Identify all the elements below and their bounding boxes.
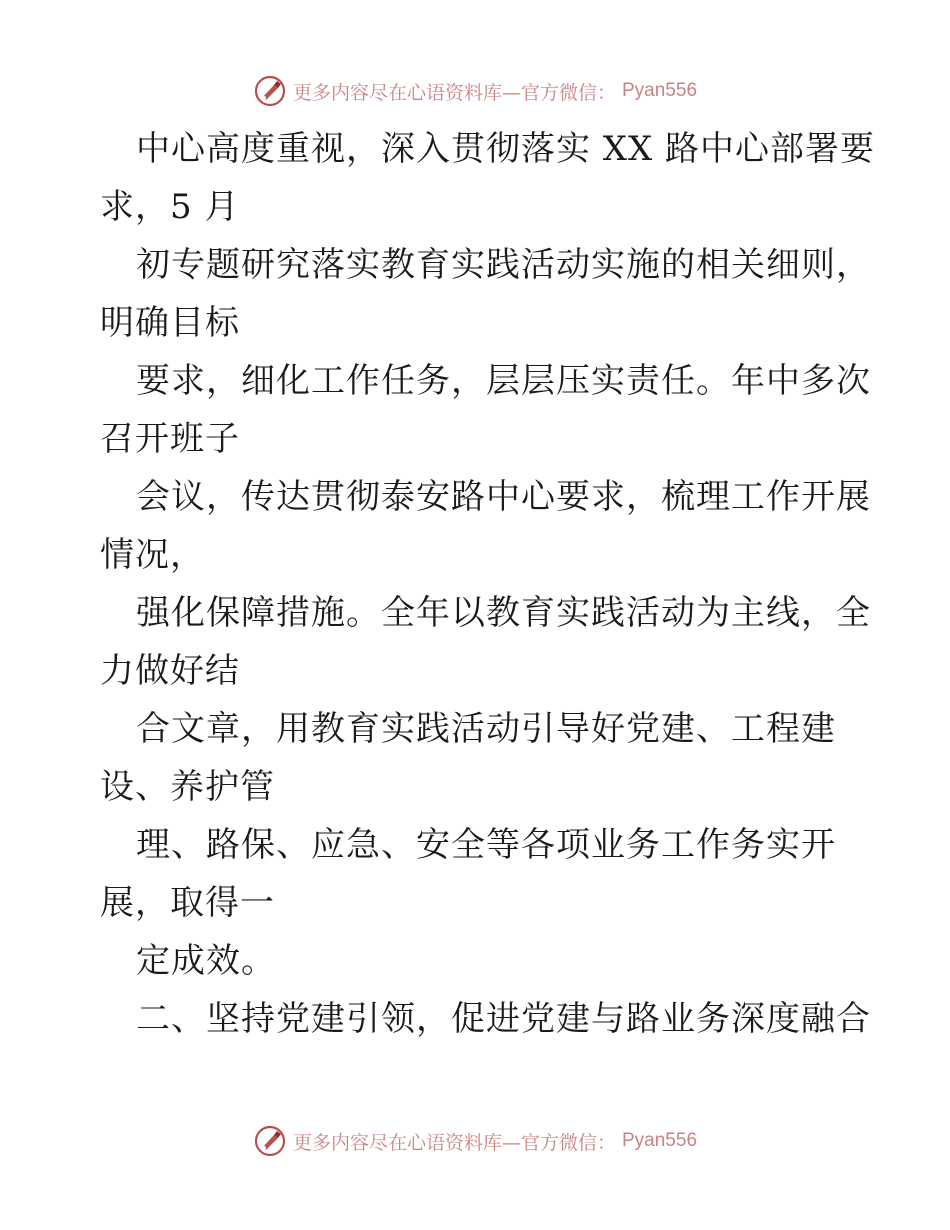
text-line-4: 明确目标 <box>100 303 240 343</box>
text-line-6: 召开班子 <box>100 419 240 459</box>
text-line-13: 理、路保、应急、安全等各项业务工作务实开 <box>136 825 836 865</box>
text-line-9: 强化保障措施。全年以教育实践活动为主线，全 <box>136 593 871 633</box>
watermark-text: 更多内容尽在心语资料库—官方微信： <box>292 1131 616 1154</box>
text-line-2: 求，5 月 <box>100 187 240 227</box>
watermark-text: 更多内容尽在心语资料库—官方微信： <box>292 81 616 104</box>
watermark-wechat-id: Pyan556 <box>622 80 698 101</box>
text-line-1: 中心高度重视，深入贯彻落实 XX 路中心部署要 <box>136 129 876 169</box>
footer-watermark <box>0 1124 950 1158</box>
text-line-11: 合文章，用教育实践活动引导好党建、工程建 <box>136 709 836 749</box>
text-line-14: 展，取得一 <box>100 883 275 923</box>
section-heading: 二、坚持党建引领，促进党建与路业务深度融合 <box>136 999 871 1039</box>
text-line-10: 力做好结 <box>100 651 240 691</box>
text-line-7: 会议，传达贯彻泰安路中心要求，梳理工作开展 <box>136 477 871 517</box>
header-watermark <box>0 74 950 108</box>
document-body <box>100 120 876 1048</box>
text-line-5: 要求，细化工作任务，层层压实责任。年中多次 <box>136 361 871 401</box>
text-line-12: 设、养护管 <box>100 767 275 807</box>
text-line-8: 情况， <box>100 535 205 575</box>
text-line-15: 定成效。 <box>136 941 276 981</box>
pen-seal-icon <box>253 1124 287 1158</box>
watermark-wechat-id: Pyan556 <box>622 1130 698 1151</box>
text-line-3: 初专题研究落实教育实践活动实施的相关细则， <box>136 245 871 285</box>
pen-seal-icon <box>253 74 287 108</box>
